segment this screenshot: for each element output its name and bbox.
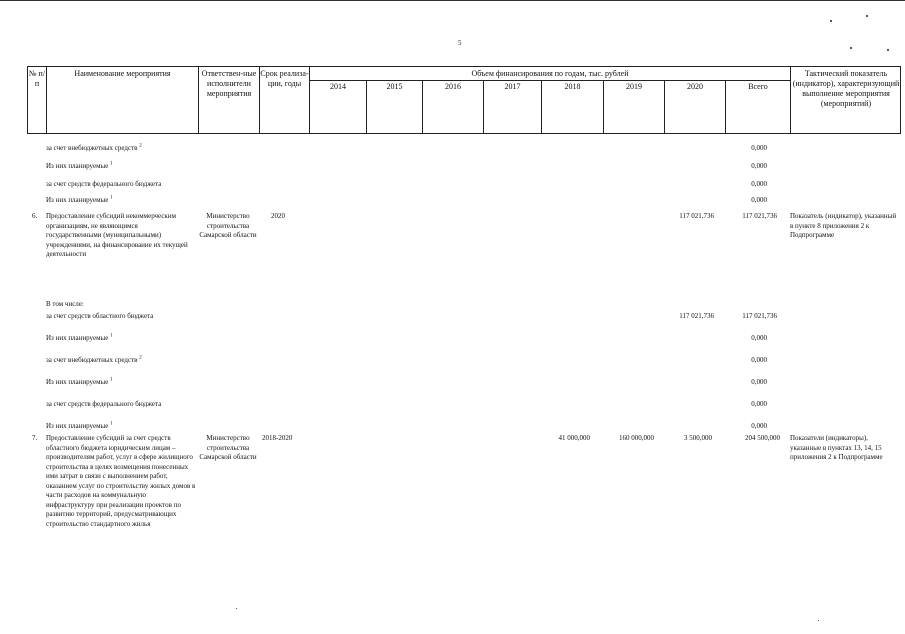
scan-speck — [818, 620, 819, 621]
row-2020: 117 021,736 — [679, 312, 714, 320]
item-2018: 41 000,000 — [558, 434, 590, 442]
item-number: 7. — [32, 434, 38, 442]
item-indicator: Показатель (индикатор), указанный в пункте 8 приложения 2 к Подпрограмме — [790, 212, 897, 239]
row-label: за счет внебюджетных средств $^2$ — [46, 355, 142, 364]
row-label: за счет средств областного бюджета — [46, 312, 154, 320]
header-year-2017: 2017 — [504, 82, 521, 91]
item-responsible: Министерство строительства Самарской области — [199, 434, 257, 461]
scan-speck — [830, 20, 832, 22]
scan-speck — [887, 49, 889, 51]
item-responsible: Министерство строительства Самарской области — [199, 212, 257, 239]
item-indicator: Показатели (индикаторы), указанные в пунктах 13, 14, 15 приложения 2 к Подпрограмме — [790, 434, 883, 461]
row-label: Из них планируемые $^1$ — [46, 421, 113, 430]
row-total: 0,000 — [751, 162, 767, 170]
row-total: 0,000 — [751, 144, 767, 152]
header-year-2020: 2020 — [687, 82, 703, 91]
table-header — [27, 66, 901, 134]
item-name: Предоставление субсидий некоммерческим организациям, не являющимся государственными (муниципальными) учреждениями, на финансирование их текущей деятельности — [46, 212, 188, 258]
row-label: Из них планируемые $^1$ — [46, 195, 113, 204]
row-total: 0,000 — [751, 400, 767, 408]
including-label: В том числе: — [46, 300, 84, 308]
scan-speck — [850, 47, 852, 49]
item-total: 204 500,000 — [745, 434, 780, 442]
scan-speck — [866, 15, 868, 17]
scan-speck — [236, 608, 237, 609]
header-year-2019: 2019 — [626, 82, 642, 91]
item-total: 117 021,736 — [742, 212, 777, 220]
header-year-2014: 2014 — [330, 82, 346, 91]
header-year-2016: 2016 — [445, 82, 461, 91]
item-2020: 117 021,736 — [679, 212, 714, 220]
row-total: 0,000 — [751, 378, 767, 386]
item-name: Предоставление субсидий за счет средств областного бюджета юридическим лицам – производителям работ, услуг в сфере жилищного строительства в целях возмещения понесенных ими затрат в связи с выполнением работ, оказанием услуг по строительству жилых домов в части расходов на коммунальную инфраструктуру при реализации проектов по развитию территорий, предусматривающих строительство стандартного жилья — [46, 434, 196, 528]
row-label: за счет внебюджетных средств $^2$ — [46, 143, 142, 152]
row-total: 117 021,736 — [742, 312, 777, 320]
header-year-2018: 2018 — [564, 82, 581, 91]
header-num: № п/п — [28, 69, 46, 88]
row-total: 0,000 — [751, 180, 767, 188]
header-indicator: Тактический показатель (индикатор), характеризующий выполнение мероприятия (мероприятий) — [792, 69, 900, 108]
header-financing: Объем финансирования по годам, тыс. рублей — [471, 69, 629, 78]
item-number: 6. — [32, 212, 38, 220]
row-label: Из них планируемые $^1$ — [46, 161, 113, 170]
row-label: Из них планируемые $^1$ — [46, 333, 113, 342]
page-number: 5 — [458, 39, 462, 47]
top-border-line — [0, 0, 905, 1]
header-term: Срок реализа-ции, годы — [260, 69, 309, 88]
header-year-2015: 2015 — [386, 82, 403, 91]
item-term: 2018-2020 — [262, 434, 293, 442]
row-total: 0,000 — [751, 196, 767, 204]
row-total: 0,000 — [751, 422, 767, 430]
item-2020: 3 500,000 — [684, 434, 712, 442]
row-label: за счет средств федерального бюджета — [46, 180, 162, 188]
row-label: Из них планируемые $^1$ — [46, 377, 113, 386]
header-total: Всего — [748, 82, 768, 91]
row-total: 0,000 — [751, 334, 767, 342]
header-name: Наименование мероприятия — [74, 69, 171, 78]
item-2019: 160 000,000 — [619, 434, 654, 442]
header-responsible: Ответствен-ные исполнители мероприятия — [201, 69, 257, 98]
item-term: 2020 — [271, 212, 285, 220]
row-label: за счет средств федерального бюджета — [46, 400, 162, 408]
row-total: 0,000 — [751, 356, 767, 364]
